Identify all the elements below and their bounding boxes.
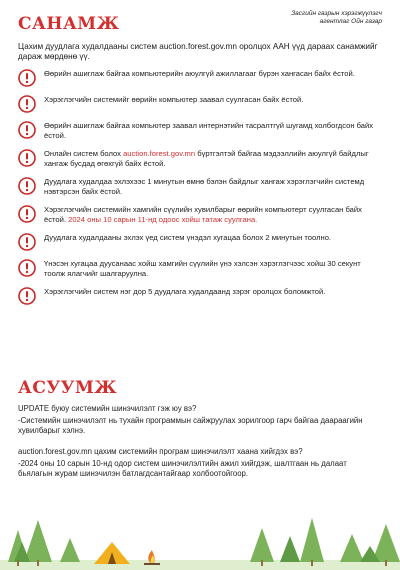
notice-item xyxy=(18,286,382,305)
exclamation-circle-icon xyxy=(18,259,36,277)
auction-link[interactable]: auction.forest.gov.mn xyxy=(123,149,196,158)
faq-question-1: UPDATE буюу системийн шинэчилэлт гэж юу вэ? xyxy=(18,404,197,413)
notice-item-text xyxy=(44,148,382,169)
notice-item-text xyxy=(44,232,331,243)
notice-item-text xyxy=(44,68,355,79)
notice-item-body: Хэрэглэгчийн системийн хамгийн сүүлийн хувилбарыг өөрийн компьютерт суулгасан байх ёстой. xyxy=(44,205,362,224)
notice-item xyxy=(18,120,382,141)
notice-item-highlight: 2024 оны 10 сарын 11-нд одоос хойш татаж суулгана. xyxy=(68,215,258,224)
agency-header xyxy=(291,10,382,26)
notice-item-body: Онлайн систем болох xyxy=(44,149,124,158)
notice-item-text xyxy=(44,120,382,141)
notice-item xyxy=(18,176,382,197)
notice-item-text xyxy=(44,258,382,279)
exclamation-circle-icon xyxy=(18,149,36,167)
faq-spacer xyxy=(18,438,382,447)
exclamation-circle-icon xyxy=(18,205,36,223)
faq-heading: АСУУМЖ xyxy=(18,378,118,398)
notice-item-text xyxy=(44,94,303,105)
notice-item xyxy=(18,232,382,251)
notice-item-text xyxy=(44,176,382,197)
intro-text: Цахим дуудлага худалдааны систем auction.forest.gov.mn оролцох ААН үүд дараах санамжийг дараж мөрдөнө үү. xyxy=(18,42,378,61)
notice-item xyxy=(18,68,382,87)
exclamation-circle-icon xyxy=(18,121,36,139)
notice-item-body: Дуудлага худалдааны эхлэх үед систем үнэдэл хугацаа болох 2 минутын тоолно. xyxy=(44,233,332,242)
exclamation-circle-icon xyxy=(18,287,36,305)
notice-item-text xyxy=(44,286,325,297)
notice-list xyxy=(18,68,382,312)
notice-item xyxy=(18,258,382,279)
notice-item xyxy=(18,94,382,113)
notice-item-text xyxy=(44,204,382,225)
notice-heading: САНАМЖ xyxy=(18,14,120,34)
notice-item-body: Дуудлага худалдаа эхлэхээс 1 минутын өмнө бэлэн байдлыг хангаж хэрэглэгчийн системд нэвтэрсэн байх ёстой. xyxy=(44,177,365,196)
faq-answer-1: -Системийн шинэчилэлт нь тухайн программын сайжруулах зорилгоор гарч байгаа даараагийн хувилбарыг хэлнэ. xyxy=(18,416,363,435)
notice-item-body: Өөрийн ашиглаж байгаа компьютер заавал интернэтийн тасралтгүй шугамд холбогдсон байх ёстой. xyxy=(44,121,374,140)
faq-section xyxy=(18,404,382,481)
forest-scene-illustration xyxy=(0,490,400,570)
exclamation-circle-icon xyxy=(18,95,36,113)
faq-answer-2: -2024 оны 10 сарын 10-нд одор систем шинэчилэлтийн ажил хийгдэж, шалтгаан нь далаат бьялагын журам шинэчилэн батлагдсантайгаар холбоотойгоор. xyxy=(18,459,347,478)
notice-item xyxy=(18,148,382,169)
exclamation-circle-icon xyxy=(18,177,36,195)
notice-item-body: Хэрэглэгчийн системийг өөрийн компьютер заавал суулгасан байх ёстой. xyxy=(44,95,304,104)
faq-question-2: auction.forest.gov.mn цахим системийн програм шинэчилэлт хаана хийгдэх вэ? xyxy=(18,447,303,456)
exclamation-circle-icon xyxy=(18,233,36,251)
agency-line-2: агентлаг Ойн газар xyxy=(319,18,382,25)
notice-item-body: Хэрэглэгчийн систем нэг дор 5 дуудлага худалдаанд зэрэг оролцох боломжтой. xyxy=(44,287,326,296)
notice-item-body: Үнэсэн хугацаа дуусанаас хойш хамгийн сүүлийн үнэ хэлсэн хэрэглэгчээс хойш 30 секунт тоолж ялагчийг шалгаруулна. xyxy=(44,259,361,278)
agency-line-1: Засгийн газрын хэрэгжүүлэгч xyxy=(291,10,382,17)
notice-item xyxy=(18,204,382,225)
exclamation-circle-icon xyxy=(18,69,36,87)
notice-item-body-cont: бүртгэлтэй байгаа мэдээллийн аюулгүй байдлыг хангаж бусдад өгөхгүй байх ёстой. xyxy=(44,149,369,168)
notice-item-body: Өөрийн ашиглаж байгаа компьютерийн аюулгүй ажиллагааг бүрэн хангасан байх ёстой. xyxy=(44,69,355,78)
